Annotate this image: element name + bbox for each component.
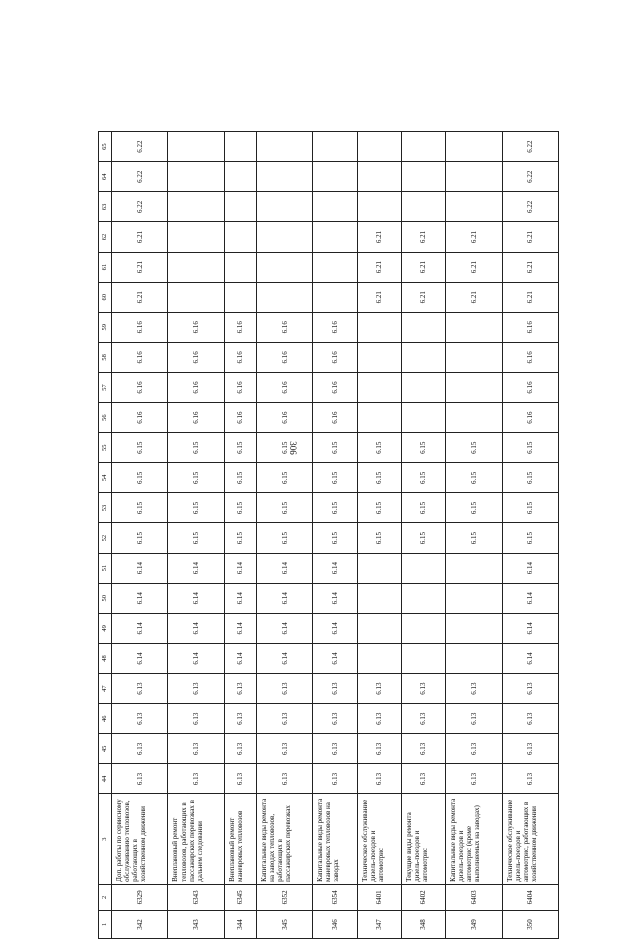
rate-cell: 6.13 bbox=[401, 734, 445, 764]
rate-cell: 6.13 bbox=[313, 704, 357, 734]
rate-cell: 6.13 bbox=[357, 764, 401, 794]
rate-cell: 6.14 bbox=[168, 553, 224, 583]
rate-cell: 6.15 bbox=[357, 493, 401, 523]
rate-cell bbox=[401, 583, 445, 613]
rate-cell: 6.22 bbox=[112, 162, 168, 192]
rate-cell: 6.14 bbox=[112, 643, 168, 673]
rate-cell: 6.15 bbox=[357, 523, 401, 553]
rate-cell: 6.15 bbox=[401, 493, 445, 523]
rate-cell bbox=[446, 342, 502, 372]
rate-cell: 6.15 bbox=[357, 463, 401, 493]
rate-cell: 6.16 bbox=[112, 312, 168, 342]
row-code-cell: 6352 bbox=[256, 884, 312, 910]
rate-cell bbox=[256, 132, 312, 162]
row-number-cell: 345 bbox=[256, 910, 312, 938]
rate-cell bbox=[168, 222, 224, 252]
rate-cell bbox=[446, 643, 502, 673]
rate-cell bbox=[401, 553, 445, 583]
table-row bbox=[224, 132, 256, 939]
table-row bbox=[256, 132, 312, 939]
rate-cell bbox=[446, 372, 502, 402]
rate-cell: 6.15 bbox=[168, 433, 224, 463]
rate-cell: 6.21 bbox=[112, 252, 168, 282]
rate-cell bbox=[224, 252, 256, 282]
rate-cell: 6.13 bbox=[502, 704, 558, 734]
rate-cell: 6.16 bbox=[313, 342, 357, 372]
rate-cell: 6.14 bbox=[502, 553, 558, 583]
table-row bbox=[502, 132, 558, 939]
rate-cell: 6.14 bbox=[168, 583, 224, 613]
rate-cell: 6.13 bbox=[112, 704, 168, 734]
rates-table-rotated bbox=[98, 131, 559, 939]
rate-cell bbox=[446, 312, 502, 342]
rate-cell: 6.16 bbox=[313, 403, 357, 433]
column-number-row bbox=[99, 132, 112, 939]
row-description-cell: Капитальные виды ремонта маневровых тепловозов на заводах bbox=[313, 794, 357, 884]
rate-cell: 6.13 bbox=[256, 734, 312, 764]
rate-cell: 6.15 bbox=[401, 463, 445, 493]
rate-cell: 6.15 bbox=[502, 523, 558, 553]
rate-cell bbox=[168, 192, 224, 222]
row-code-cell: 6343 bbox=[168, 884, 224, 910]
rate-cell: 6.21 bbox=[401, 282, 445, 312]
rate-cell: 6.13 bbox=[401, 704, 445, 734]
row-number-cell: 348 bbox=[401, 910, 445, 938]
column-number-cell: 59 bbox=[99, 312, 112, 342]
rate-cell: 6.16 bbox=[313, 372, 357, 402]
row-description-cell: Доп. работы по сервисному обслуживанию тепловозов, работающих в хозяйственном движении bbox=[112, 794, 168, 884]
rate-cell bbox=[401, 342, 445, 372]
page-number: 306 bbox=[288, 441, 298, 455]
rate-cell bbox=[401, 132, 445, 162]
rate-cell bbox=[256, 222, 312, 252]
rate-cell bbox=[401, 192, 445, 222]
row-code-cell: 6402 bbox=[401, 884, 445, 910]
table-row bbox=[401, 132, 445, 939]
table-row bbox=[446, 132, 502, 939]
rate-cell: 6.15 bbox=[502, 433, 558, 463]
rate-cell: 6.15 bbox=[224, 463, 256, 493]
rate-cell: 6.13 bbox=[502, 734, 558, 764]
rate-cell: 6.15 bbox=[112, 463, 168, 493]
rate-cell: 6.22 bbox=[502, 132, 558, 162]
rate-cell: 6.16 bbox=[502, 312, 558, 342]
rate-cell: 6.14 bbox=[112, 553, 168, 583]
rate-cell: 6.13 bbox=[446, 734, 502, 764]
rate-cell: 6.13 bbox=[401, 674, 445, 704]
rate-cell: 6.21 bbox=[502, 282, 558, 312]
rate-cell: 6.15 bbox=[313, 523, 357, 553]
rate-cell: 6.13 bbox=[502, 674, 558, 704]
rate-cell bbox=[401, 312, 445, 342]
rate-cell: 6.13 bbox=[112, 674, 168, 704]
column-number-cell: 65 bbox=[99, 132, 112, 162]
rate-cell: 6.15 bbox=[446, 523, 502, 553]
rate-cell: 6.14 bbox=[313, 643, 357, 673]
rate-cell: 6.13 bbox=[168, 704, 224, 734]
row-number-cell: 349 bbox=[446, 910, 502, 938]
rate-cell: 6.16 bbox=[502, 403, 558, 433]
rate-cell: 6.16 bbox=[112, 372, 168, 402]
rate-cell bbox=[357, 553, 401, 583]
rate-cell bbox=[256, 282, 312, 312]
rate-cell: 6.15 bbox=[313, 493, 357, 523]
rate-cell: 6.14 bbox=[313, 583, 357, 613]
rate-cell: 6.22 bbox=[502, 162, 558, 192]
rate-cell: 6.16 bbox=[256, 372, 312, 402]
rate-cell bbox=[357, 132, 401, 162]
rate-cell: 6.13 bbox=[446, 704, 502, 734]
rate-cell: 6.15 bbox=[224, 523, 256, 553]
rate-cell: 6.15 bbox=[256, 523, 312, 553]
column-number-cell: 1 bbox=[99, 910, 112, 938]
rate-cell bbox=[446, 403, 502, 433]
rate-cell: 6.15 bbox=[446, 433, 502, 463]
rate-cell bbox=[446, 583, 502, 613]
rate-cell: 6.13 bbox=[357, 734, 401, 764]
rate-cell: 6.16 bbox=[502, 372, 558, 402]
rate-cell: 6.13 bbox=[224, 674, 256, 704]
rate-cell: 6.14 bbox=[256, 613, 312, 643]
rate-cell: 6.15 bbox=[256, 433, 312, 463]
rate-cell: 6.13 bbox=[401, 764, 445, 794]
rate-cell: 6.21 bbox=[357, 222, 401, 252]
row-number-cell: 347 bbox=[357, 910, 401, 938]
column-number-cell: 45 bbox=[99, 734, 112, 764]
rate-cell bbox=[313, 222, 357, 252]
rate-cell: 6.13 bbox=[446, 674, 502, 704]
column-number-cell: 54 bbox=[99, 463, 112, 493]
rate-cell bbox=[313, 282, 357, 312]
rate-cell: 6.16 bbox=[256, 403, 312, 433]
column-number-cell: 49 bbox=[99, 613, 112, 643]
rate-cell: 6.13 bbox=[357, 674, 401, 704]
rate-cell: 6.14 bbox=[256, 553, 312, 583]
column-number-cell: 64 bbox=[99, 162, 112, 192]
rate-cell bbox=[446, 553, 502, 583]
rate-cell bbox=[446, 162, 502, 192]
rate-cell: 6.15 bbox=[112, 433, 168, 463]
rate-cell: 6.13 bbox=[168, 674, 224, 704]
row-number-cell: 343 bbox=[168, 910, 224, 938]
column-number-cell: 56 bbox=[99, 403, 112, 433]
rate-cell: 6.14 bbox=[502, 613, 558, 643]
rate-cell: 6.14 bbox=[224, 553, 256, 583]
row-code-cell: 6329 bbox=[112, 884, 168, 910]
rate-cell: 6.16 bbox=[168, 342, 224, 372]
rate-cell: 6.22 bbox=[112, 132, 168, 162]
rate-cell bbox=[256, 252, 312, 282]
column-number-cell: 62 bbox=[99, 222, 112, 252]
column-number-cell: 57 bbox=[99, 372, 112, 402]
rate-cell: 6.16 bbox=[168, 372, 224, 402]
row-code-cell: 6354 bbox=[313, 884, 357, 910]
rate-cell bbox=[357, 192, 401, 222]
rate-cell: 6.15 bbox=[224, 433, 256, 463]
table-row bbox=[313, 132, 357, 939]
rate-cell: 6.13 bbox=[446, 764, 502, 794]
column-number-cell: 3 bbox=[99, 794, 112, 884]
rate-cell: 6.21 bbox=[502, 252, 558, 282]
rate-cell: 6.16 bbox=[112, 403, 168, 433]
rate-cell bbox=[313, 132, 357, 162]
rate-cell: 6.21 bbox=[357, 252, 401, 282]
rate-cell: 6.13 bbox=[256, 704, 312, 734]
rate-cell bbox=[168, 162, 224, 192]
rate-cell: 6.16 bbox=[313, 312, 357, 342]
rate-cell: 6.21 bbox=[446, 222, 502, 252]
rate-cell: 6.13 bbox=[224, 764, 256, 794]
column-number-cell: 46 bbox=[99, 704, 112, 734]
rate-cell: 6.21 bbox=[112, 282, 168, 312]
rate-cell: 6.21 bbox=[446, 282, 502, 312]
rate-cell: 6.16 bbox=[112, 342, 168, 372]
rate-cell: 6.14 bbox=[502, 643, 558, 673]
rate-cell: 6.13 bbox=[224, 704, 256, 734]
row-description-cell: Внеплановый ремонт тепловозов, работающих в пассажирских перевозках в дальнем следовании bbox=[168, 794, 224, 884]
rate-cell bbox=[224, 162, 256, 192]
rate-cell bbox=[401, 643, 445, 673]
row-code-cell: 6403 bbox=[446, 884, 502, 910]
rate-cell bbox=[168, 252, 224, 282]
column-number-cell: 51 bbox=[99, 553, 112, 583]
row-description-cell: Капитальные виды ремонта дизель-поездов и автомотрис (кроме выполняемых на заводах) bbox=[446, 794, 502, 884]
rate-cell bbox=[313, 192, 357, 222]
column-number-cell: 63 bbox=[99, 192, 112, 222]
rate-cell: 6.15 bbox=[401, 523, 445, 553]
rate-cell: 6.16 bbox=[256, 312, 312, 342]
table-row bbox=[357, 132, 401, 939]
column-number-cell: 2 bbox=[99, 884, 112, 910]
row-number-cell: 346 bbox=[313, 910, 357, 938]
rate-cell: 6.15 bbox=[224, 493, 256, 523]
rate-cell bbox=[357, 342, 401, 372]
rate-cell: 6.15 bbox=[168, 463, 224, 493]
rate-cell: 6.21 bbox=[446, 252, 502, 282]
column-number-cell: 60 bbox=[99, 282, 112, 312]
rate-cell: 6.22 bbox=[112, 192, 168, 222]
rate-cell: 6.15 bbox=[401, 433, 445, 463]
rate-cell: 6.14 bbox=[256, 583, 312, 613]
rate-cell: 6.16 bbox=[224, 312, 256, 342]
rate-cell: 6.14 bbox=[112, 583, 168, 613]
rate-cell bbox=[256, 162, 312, 192]
rate-cell: 6.13 bbox=[256, 674, 312, 704]
rate-cell: 6.14 bbox=[168, 613, 224, 643]
rate-cell: 6.21 bbox=[502, 222, 558, 252]
column-number-cell: 47 bbox=[99, 674, 112, 704]
column-number-cell: 44 bbox=[99, 764, 112, 794]
row-number-cell: 344 bbox=[224, 910, 256, 938]
rate-cell: 6.16 bbox=[502, 342, 558, 372]
rate-cell: 6.13 bbox=[168, 734, 224, 764]
rate-cell: 6.13 bbox=[168, 764, 224, 794]
rate-cell bbox=[357, 613, 401, 643]
rate-cell: 6.15 bbox=[112, 523, 168, 553]
rate-cell bbox=[401, 613, 445, 643]
row-description-cell: Текущие виды ремонта дизель-поездов и автомотрис bbox=[401, 794, 445, 884]
rate-cell bbox=[313, 162, 357, 192]
rate-cell: 6.15 bbox=[357, 433, 401, 463]
rate-cell: 6.13 bbox=[112, 734, 168, 764]
column-number-cell: 58 bbox=[99, 342, 112, 372]
row-number-cell: 342 bbox=[112, 910, 168, 938]
rate-cell bbox=[256, 192, 312, 222]
rate-cell: 6.15 bbox=[168, 493, 224, 523]
rate-cell bbox=[224, 222, 256, 252]
rate-cell: 6.13 bbox=[313, 764, 357, 794]
rate-cell: 6.13 bbox=[112, 764, 168, 794]
rates-table bbox=[98, 131, 559, 939]
rate-cell: 6.13 bbox=[357, 704, 401, 734]
row-number-cell: 350 bbox=[502, 910, 558, 938]
rate-cell: 6.15 bbox=[313, 463, 357, 493]
column-number-cell: 61 bbox=[99, 252, 112, 282]
column-number-cell: 53 bbox=[99, 493, 112, 523]
row-description-cell: Внеплановый ремонт маневровых тепловозов bbox=[224, 794, 256, 884]
rate-cell bbox=[224, 192, 256, 222]
rate-cell: 6.13 bbox=[224, 734, 256, 764]
rate-cell bbox=[446, 132, 502, 162]
rate-cell: 6.14 bbox=[224, 613, 256, 643]
rate-cell: 6.15 bbox=[256, 463, 312, 493]
row-description-cell: Техническое обслуживание дизель-поездов и автомотрис, работающих в хозяйственном движении bbox=[502, 794, 558, 884]
row-code-cell: 6345 bbox=[224, 884, 256, 910]
rate-cell: 6.15 bbox=[168, 523, 224, 553]
rate-cell: 6.14 bbox=[224, 643, 256, 673]
rate-cell: 6.14 bbox=[502, 583, 558, 613]
rate-cell: 6.16 bbox=[224, 342, 256, 372]
rate-cell bbox=[313, 252, 357, 282]
rate-cell: 6.14 bbox=[256, 643, 312, 673]
rate-cell: 6.13 bbox=[256, 764, 312, 794]
rate-cell bbox=[446, 613, 502, 643]
rate-cell: 6.22 bbox=[502, 192, 558, 222]
rate-cell bbox=[168, 282, 224, 312]
rate-cell: 6.14 bbox=[313, 613, 357, 643]
rate-cell: 6.13 bbox=[502, 764, 558, 794]
column-number-cell: 52 bbox=[99, 523, 112, 553]
rate-cell: 6.16 bbox=[168, 403, 224, 433]
rate-cell bbox=[224, 132, 256, 162]
rate-cell: 6.15 bbox=[502, 463, 558, 493]
row-code-cell: 6401 bbox=[357, 884, 401, 910]
rate-cell: 6.15 bbox=[313, 433, 357, 463]
rate-cell bbox=[401, 162, 445, 192]
rate-cell bbox=[401, 403, 445, 433]
rate-cell bbox=[357, 162, 401, 192]
rate-cell bbox=[357, 403, 401, 433]
row-description-cell: Капитальные виды ремонта на заводах тепловозов, работающих в пассажирских перевозках bbox=[256, 794, 312, 884]
rate-cell bbox=[357, 583, 401, 613]
row-code-cell: 6404 bbox=[502, 884, 558, 910]
table-row bbox=[112, 132, 168, 939]
rate-cell bbox=[446, 192, 502, 222]
rate-cell: 6.14 bbox=[112, 613, 168, 643]
rate-cell: 6.21 bbox=[401, 252, 445, 282]
rate-cell: 6.16 bbox=[224, 403, 256, 433]
rate-cell bbox=[224, 282, 256, 312]
rate-cell: 6.14 bbox=[168, 643, 224, 673]
rate-cell: 6.14 bbox=[313, 553, 357, 583]
table-row bbox=[168, 132, 224, 939]
rate-cell: 6.13 bbox=[313, 734, 357, 764]
rate-cell: 6.15 bbox=[112, 493, 168, 523]
rate-cell: 6.13 bbox=[313, 674, 357, 704]
rate-cell bbox=[401, 372, 445, 402]
rate-cell: 6.16 bbox=[256, 342, 312, 372]
rate-cell bbox=[357, 372, 401, 402]
rate-cell: 6.16 bbox=[224, 372, 256, 402]
column-number-cell: 55 bbox=[99, 433, 112, 463]
rate-cell: 6.15 bbox=[446, 493, 502, 523]
column-number-cell: 48 bbox=[99, 643, 112, 673]
rate-cell bbox=[357, 312, 401, 342]
rate-cell: 6.16 bbox=[168, 312, 224, 342]
rate-cell: 6.21 bbox=[401, 222, 445, 252]
rate-cell bbox=[357, 643, 401, 673]
rate-cell: 6.21 bbox=[112, 222, 168, 252]
rate-cell bbox=[168, 132, 224, 162]
rate-cell: 6.14 bbox=[224, 583, 256, 613]
rate-cell: 6.15 bbox=[446, 463, 502, 493]
column-number-cell: 50 bbox=[99, 583, 112, 613]
rate-cell: 6.15 bbox=[502, 493, 558, 523]
rate-cell: 6.15 bbox=[256, 493, 312, 523]
row-description-cell: Техническое обслуживание дизель-поездов и автомотрис bbox=[357, 794, 401, 884]
rate-cell: 6.21 bbox=[357, 282, 401, 312]
